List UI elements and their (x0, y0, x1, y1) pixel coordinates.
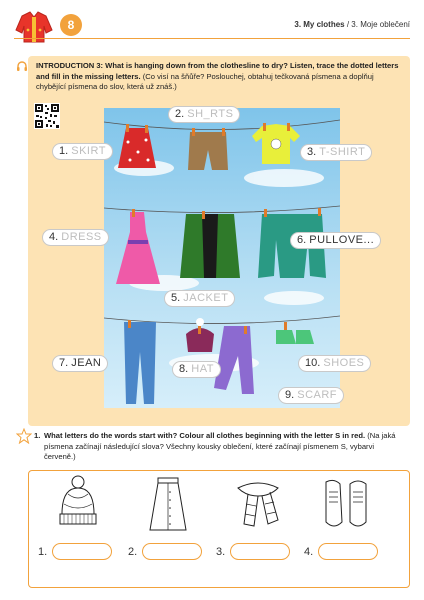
item-number: 4. (304, 546, 314, 558)
headphones-icon (16, 60, 28, 72)
label-scarf[interactable] (278, 387, 344, 404)
introduction-text-cz: (Co visí na šňůře? Poslouchej, obtahuj tečkovaná písmena a doplňuj chybějící písmena do slov, která už znáš.) (36, 71, 374, 91)
page-number: 8 (60, 14, 82, 36)
shoes-icon[interactable] (316, 474, 376, 534)
label-word: DRESS (61, 231, 102, 243)
label-shorts[interactable] (168, 106, 240, 123)
label-jacket[interactable] (164, 290, 235, 307)
label-number: 4. (49, 231, 59, 243)
item-number: 2. (128, 546, 138, 558)
label-word: SCARF (297, 389, 338, 401)
label-word: SKIRT (71, 145, 106, 157)
jacket-illustration (180, 214, 240, 278)
woolly-hat-icon[interactable] (48, 474, 108, 534)
label-shoes[interactable] (298, 355, 371, 372)
label-number: 7. (59, 357, 69, 369)
label-number: 8. (179, 363, 189, 375)
introduction-instructions (36, 61, 404, 93)
label-t-shirt[interactable] (300, 144, 372, 161)
exercise-1-text-cz: (Na jaká písmena začínají následující slova? Všechny kousky oblečení, které začínají písmenem S, vybarvi červeně.) (44, 431, 396, 461)
star-icon (16, 428, 32, 444)
label-word: SH_RTS (187, 108, 234, 120)
label-word: HAT (191, 363, 214, 375)
introduction-title: INTRODUCTION 3: What is hanging down from the clothesline to dry? Listen, trace the dotted letters and fill in the missing letters. (36, 61, 399, 81)
trousers-illustration (214, 326, 254, 394)
label-number: 5. (171, 292, 181, 304)
answer-field-3[interactable] (230, 543, 290, 560)
item-number: 1. (38, 546, 48, 558)
label-number: 9. (285, 389, 295, 401)
exercise-1-instructions (44, 431, 404, 463)
t-shirt-illustration (252, 124, 300, 164)
breadcrumb-chapter: 3. My clothes (294, 20, 345, 29)
label-word: T-SHIRT (319, 146, 366, 158)
label-word: SHOES (323, 357, 365, 369)
shorts-illustration (188, 132, 228, 170)
jeans-illustration (124, 322, 156, 404)
label-word: PULLOVE... (309, 234, 375, 246)
answer-field-1[interactable] (52, 543, 112, 560)
item-number: 3. (216, 546, 226, 558)
breadcrumb-chapter-cz: / 3. Moje oblečení (344, 20, 410, 29)
label-number: 3. (307, 146, 317, 158)
answer-field-2[interactable] (142, 543, 202, 560)
label-word: JEAN (71, 357, 102, 369)
label-dress[interactable] (42, 229, 109, 246)
exercise-1-title: What letters do the words start with? Colour all clothes beginning with the letter S in red. (44, 431, 366, 440)
label-skirt[interactable] (52, 143, 113, 160)
qr-code-icon[interactable] (34, 103, 60, 129)
skirt-icon[interactable] (138, 474, 198, 534)
breadcrumb (294, 20, 410, 29)
label-jeans[interactable] (52, 355, 108, 372)
label-number: 2. (175, 108, 185, 120)
label-number: 6. (297, 234, 307, 246)
label-hat[interactable] (172, 361, 221, 378)
label-pullover[interactable] (290, 232, 381, 249)
shoes-illustration (276, 330, 314, 344)
label-number: 1. (59, 145, 69, 157)
scarf-icon[interactable] (228, 474, 288, 534)
label-number: 10. (305, 357, 321, 369)
exercise-number: 1. (34, 431, 41, 440)
answer-field-4[interactable] (318, 543, 378, 560)
label-word: JACKET (183, 292, 229, 304)
header-divider (14, 38, 410, 39)
skirt-illustration (118, 128, 156, 168)
dress-illustration (116, 212, 160, 284)
